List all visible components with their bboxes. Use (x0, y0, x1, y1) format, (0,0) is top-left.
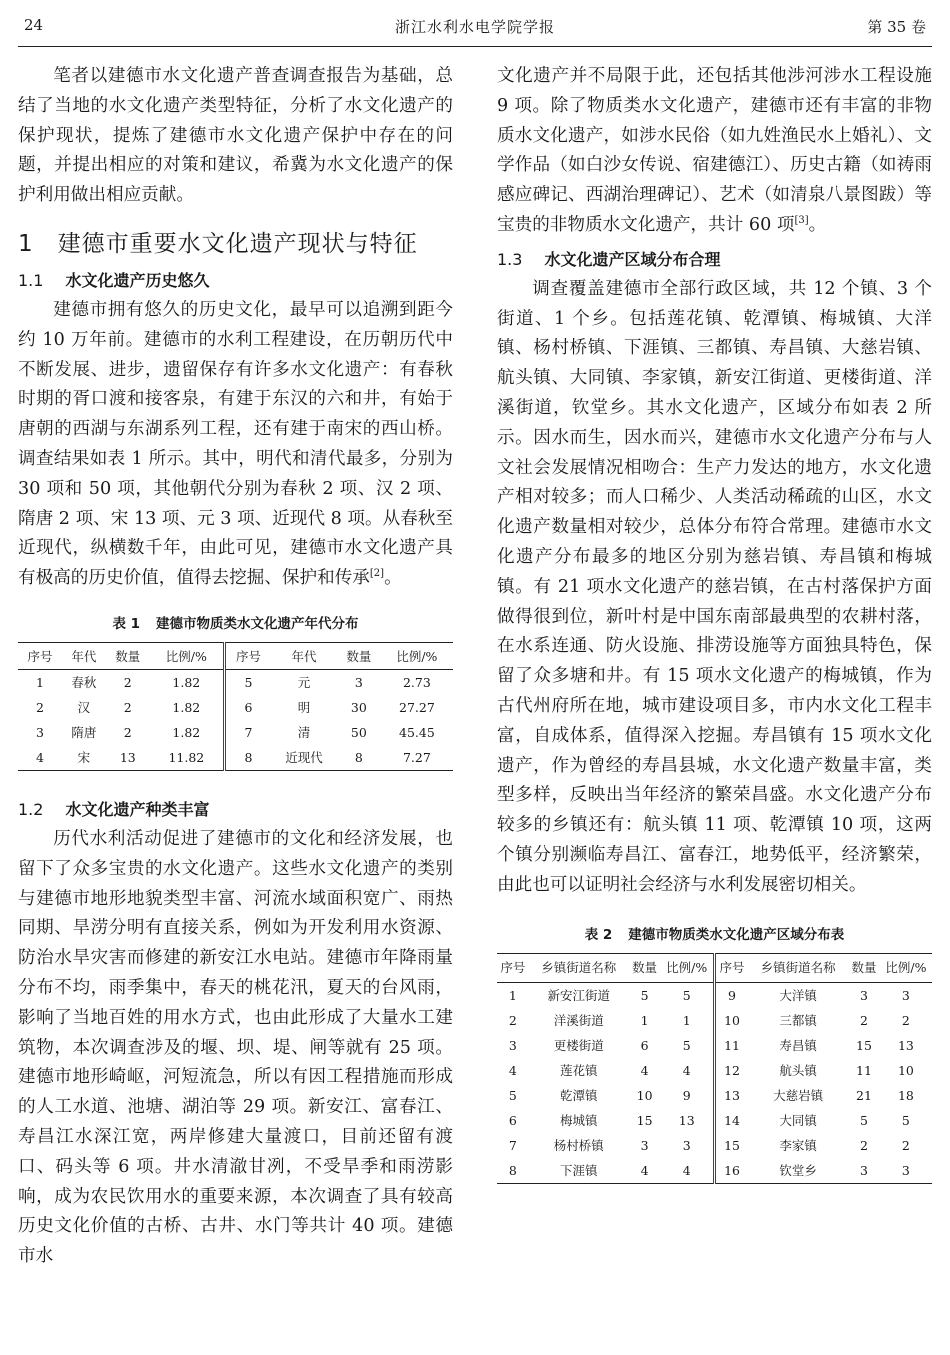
table-row (497, 1158, 932, 1184)
table-cell: 27.27 (399, 699, 435, 715)
table-cell: 乾潭镇 (559, 1088, 598, 1104)
table1-header-row (18, 642, 453, 669)
citation: [2] (369, 568, 385, 580)
table-cell: 钦堂乡 (779, 1163, 817, 1179)
table-cell: 3 (35, 724, 44, 740)
table1-label: 表 1 (112, 615, 141, 632)
table-cell: 1.82 (172, 674, 201, 690)
section-heading (18, 225, 453, 258)
table-cell: 5 (508, 1087, 517, 1103)
table-cell: 15 (714, 1133, 748, 1158)
table-cell: 明 (297, 700, 311, 716)
table-cell: 2 (35, 699, 44, 715)
table-cell: 2 (901, 1012, 910, 1028)
subsection-heading-1-2 (18, 797, 453, 823)
table-cell: 4 (682, 1062, 691, 1078)
table-cell: 4 (35, 749, 44, 765)
paragraph-text: 文化遗产并不局限于此，还包括其他涉河涉水工程设施 9 项。除了物质类水文化遗产，建德市还有丰富的非物质水文化遗产，如涉水民俗（如九姓渔民水上婚礼）、文学作品（如白沙女传说、宿建德江）、历史古籍（如祷雨感应碑记、西湖治理碑记）、艺术（如清泉八景图跋）等宝贵的非物质水文化遗产，共计 60 项 (497, 66, 932, 235)
page-number: 24 (24, 16, 44, 34)
table-cell: 4 (640, 1062, 649, 1078)
table-cell: 大同镇 (779, 1113, 817, 1129)
volume-label: 第 35 卷 (867, 18, 926, 36)
table-header-cell: 数量 (337, 642, 381, 669)
table-cell: 50 (350, 724, 367, 740)
table-cell: 13 (714, 1083, 748, 1108)
subsection-title: 水文化遗产种类丰富 (65, 799, 210, 819)
table-cell: 5 (682, 987, 691, 1003)
table2-header-row (497, 953, 932, 982)
table-cell: 2.73 (402, 674, 431, 690)
table-cell: 4 (682, 1162, 691, 1178)
table-cell: 13 (119, 749, 136, 765)
table-row (18, 695, 453, 720)
table-cell: 3 (354, 674, 363, 690)
table2 (497, 953, 932, 1184)
table-cell: 8 (508, 1162, 517, 1178)
table-cell: 4 (640, 1162, 649, 1178)
table-cell: 更楼街道 (553, 1038, 604, 1054)
table2-title: 建德市物质类水文化遗产区域分布表 (628, 926, 845, 943)
table-cell: 3 (508, 1037, 517, 1053)
table-cell: 大洋镇 (779, 988, 817, 1004)
paragraph-end: 。 (384, 568, 402, 589)
table-cell: 2 (859, 1137, 868, 1153)
table-cell: 李家镇 (779, 1138, 817, 1154)
table-cell: 7 (508, 1137, 517, 1153)
table-cell: 10 (714, 1008, 748, 1033)
table-cell: 7 (224, 720, 271, 745)
section-title: 建德市重要水文化遗产现状与特征 (57, 230, 418, 257)
table-cell: 2 (123, 724, 132, 740)
subsection-number: 1.1 (18, 270, 44, 290)
table-cell: 清 (297, 725, 311, 741)
table-cell: 9 (682, 1087, 691, 1103)
table-cell: 15 (636, 1112, 653, 1128)
table-header-cell: 序号 (18, 642, 62, 669)
table-cell: 2 (123, 674, 132, 690)
subsection-number: 1.3 (497, 249, 523, 269)
table-header-cell: 数量 (629, 953, 661, 982)
subsection-heading-1-1 (18, 268, 453, 294)
table-cell: 莲花镇 (559, 1063, 598, 1079)
table-cell: 6 (224, 695, 271, 720)
table-cell: 6 (640, 1037, 649, 1053)
table-cell: 1.82 (172, 699, 201, 715)
table-cell: 2 (123, 699, 132, 715)
table-header-cell: 序号 (224, 642, 271, 669)
paragraph-1-1 (18, 296, 453, 594)
table-header-cell: 数量 (106, 642, 150, 669)
table-cell: 春秋 (71, 675, 97, 691)
paragraph-text: 建德市拥有悠久的历史文化，最早可以追溯到距今约 10 万年前。建德市的水利工程建设，在历朝历代中不断发展、进步，遗留保存有许多水文化遗产：有春秋时期的胥口渡和接客泉，有建于东汉的六和井，有始于唐朝的西湖与东湖系列工程，还有建于南宋的西山桥。调查结果如表 1 所示。其中，明代和清代最多，分别为 30 项和 50 项，其他朝代分别为春秋 2 项、汉 2 项、隋唐 2 项、宋 13 项、元 3 项、近现代 8 项。从春秋至近现代，纵横数千年，由此可见，建德市水文化遗产具有极高的历史价值，值得去挖掘、保护和传承 (18, 299, 453, 589)
paragraph-end: 。 (808, 214, 827, 235)
table-cell: 1.82 (172, 724, 201, 740)
table-cell: 1 (508, 987, 517, 1003)
table-row (497, 1058, 932, 1083)
table-row (18, 720, 453, 745)
table-cell: 2 (901, 1137, 910, 1153)
table-cell: 梅城镇 (559, 1113, 598, 1129)
table-cell: 7.27 (402, 749, 431, 765)
table-cell: 10 (897, 1062, 914, 1078)
table-cell: 寿昌镇 (779, 1038, 817, 1054)
citation: [3] (794, 215, 809, 227)
table-cell: 13 (678, 1112, 695, 1128)
table-cell: 3 (859, 987, 868, 1003)
table-cell: 21 (856, 1087, 872, 1103)
table-cell: 5 (640, 987, 649, 1003)
subsection-heading-1-3 (497, 247, 932, 273)
table-cell: 宋 (77, 750, 91, 766)
table-cell: 8 (354, 749, 363, 765)
table-cell: 14 (714, 1108, 748, 1133)
table-cell: 洋溪街道 (553, 1013, 604, 1029)
section-number: 1 (18, 230, 34, 257)
table-cell: 隋唐 (71, 725, 97, 741)
journal-title: 浙江水利水电学院学报 (394, 18, 555, 36)
table-cell: 30 (350, 699, 367, 715)
table-cell: 航头镇 (779, 1063, 817, 1079)
table-cell: 三都镇 (779, 1013, 817, 1029)
table-row (18, 745, 453, 771)
table-row (497, 1108, 932, 1133)
table1 (18, 642, 453, 771)
right-column (497, 62, 932, 1184)
table1-body (18, 669, 453, 770)
table-cell: 5 (901, 1112, 910, 1128)
table-cell: 近现代 (285, 750, 323, 766)
subsection-number: 1.2 (18, 799, 44, 819)
table-cell: 3 (901, 1162, 910, 1178)
table2-label: 表 2 (584, 926, 613, 943)
table-cell: 18 (897, 1087, 914, 1103)
left-column (18, 62, 453, 1272)
table-header-cell: 比例/% (880, 953, 932, 982)
table-cell: 2 (508, 1012, 517, 1028)
subsection-title: 水文化遗产区域分布合理 (544, 249, 721, 269)
table-cell: 11 (714, 1033, 748, 1058)
paragraph-1-3: 调查覆盖建德市全部行政区域，共 12 个镇、3 个街道、1 个乡。包括莲花镇、乾潭镇、梅城镇、大洋镇、杨村桥镇、下涯镇、三都镇、寿昌镇、大慈岩镇、航头镇、大同镇、李家镇，新安江街道、更楼街道、洋溪街道，钦堂乡。其水文化遗产，区域分布如表 2 所示。因水而生，因水而兴，建德市水文化遗产分布与人文社会发展情况相吻合：生产力发达的地方，水文化遗产相对较多；而人口稀少、人类活动稀疏的山区，水文化遗产数量相对较少，总体分布符合常理。建德市水文化遗产分布最多的地区分别为慈岩镇、寿昌镇和梅城镇。有 21 项水文化遗产的慈岩镇，在古村落保护方面做得很到位，新叶村是中国东南部最典型的农耕村落，在水系连通、防火设施、排涝设施等方面独具特色，保留了众多塘和井。有 15 项水文化遗产的梅城镇，作为古代州府所在地，城市建设项目多，市内水文化工程丰富，自成体系，值得深入挖掘。寿昌镇有 15 项水文化遗产，作为曾经的寿昌县城，水文化遗产数量丰富，类型多样，反映出当年经济的繁荣昌盛。水文化遗产分布较多的乡镇还有：航头镇 11 项、乾潭镇 10 项，这两个镇分别濒临寿昌江、富春江，地势低平，经济繁荣，由此也可以证明社会经济与水利发展密切相关。 (497, 278, 932, 895)
table-row (497, 1008, 932, 1033)
table-cell: 8 (224, 745, 271, 771)
table-header-cell: 序号 (714, 953, 748, 982)
table-cell: 1 (35, 674, 44, 690)
table-cell: 大慈岩镇 (773, 1088, 824, 1104)
table2-caption (497, 923, 932, 943)
table-cell: 5 (224, 669, 271, 695)
table-row (497, 1083, 932, 1108)
table-cell: 新安江街道 (547, 988, 610, 1004)
table-header-cell: 比例/% (660, 953, 714, 982)
table2-body (497, 982, 932, 1183)
table-cell: 2 (859, 1012, 868, 1028)
table-cell: 杨村桥镇 (553, 1138, 604, 1154)
table-cell: 13 (897, 1037, 914, 1053)
table-cell: 12 (714, 1058, 748, 1083)
table-header-cell: 比例/% (381, 642, 453, 669)
table-cell: 元 (297, 675, 311, 691)
paragraph-continued (497, 62, 932, 241)
table-header-cell: 比例/% (150, 642, 225, 669)
table-cell: 1 (640, 1012, 649, 1028)
table-row (497, 1033, 932, 1058)
table-row (497, 982, 932, 1008)
table-cell: 6 (508, 1112, 517, 1128)
table-cell: 1 (682, 1012, 691, 1028)
table-cell: 16 (714, 1158, 748, 1184)
intro-paragraph: 笔者以建德市水文化遗产普查调查报告为基础，总结了当地的水文化遗产类型特征，分析了水文化遗产的保护现状，提炼了建德市水文化遗产保护中存在的问题，并提出相应的对策和建议，希冀为水文化遗产的保护利用做出相应贡献。 (18, 66, 453, 206)
table-cell: 11 (856, 1062, 872, 1078)
table-header-cell: 年代 (62, 642, 106, 669)
table-cell: 3 (901, 987, 910, 1003)
running-header (18, 12, 932, 47)
table-cell: 3 (682, 1137, 691, 1153)
table-header-cell: 乡镇街道名称 (748, 953, 848, 982)
table-cell: 45.45 (399, 724, 435, 740)
table-header-cell: 数量 (848, 953, 880, 982)
table-cell: 3 (859, 1162, 868, 1178)
paragraph-1-2: 历代水利活动促进了建德市的文化和经济发展，也留下了众多宝贵的水文化遗产。这些水文化遗产的类别与建德市地形地貌类型丰富、河流水域面积宽广、雨热同期、旱涝分明有直接关系，例如为开发利用水资源、防治水旱灾害而修建的新安江水电站。建德市年降雨量分布不均，雨季集中，春天的桃花汛，夏天的台风雨，影响了当地百姓的用水方式，也由此形成了大量水工建筑物，本次调查涉及的堰、坝、堤、闸等就有 25 项。建德市地形崎岖，河短流急，所以有因工程措施而形成的人工水道、池塘、湖泊等 29 项。新安江、富春江、寿昌江水深江宽，两岸修建大量渡口，目前还留有渡口、码头等 6 项。井水清澈甘冽，不受旱季和雨涝影响，成为农民饮用水的重要来源，本次调查了具有较高历史文化价值的古桥、古井、水门等共计 40 项。建德市水 (18, 828, 453, 1267)
table-cell: 5 (859, 1112, 868, 1128)
table-cell: 3 (640, 1137, 649, 1153)
table-cell: 4 (508, 1062, 517, 1078)
table-cell: 9 (714, 982, 748, 1008)
subsection-title: 水文化遗产历史悠久 (65, 270, 210, 290)
table-cell: 11.82 (168, 749, 205, 765)
table-cell: 10 (636, 1087, 653, 1103)
table-cell: 下涯镇 (559, 1163, 598, 1179)
table-header-cell: 乡镇街道名称 (529, 953, 629, 982)
table1-caption (18, 612, 453, 632)
table-cell: 5 (682, 1037, 691, 1053)
table-header-cell: 年代 (271, 642, 337, 669)
table-header-cell: 序号 (497, 953, 529, 982)
table-cell: 汉 (77, 700, 91, 716)
table1-title: 建德市物质类水文化遗产年代分布 (156, 615, 359, 632)
table-row (18, 669, 453, 695)
table-cell: 15 (856, 1037, 872, 1053)
table-row (497, 1133, 932, 1158)
